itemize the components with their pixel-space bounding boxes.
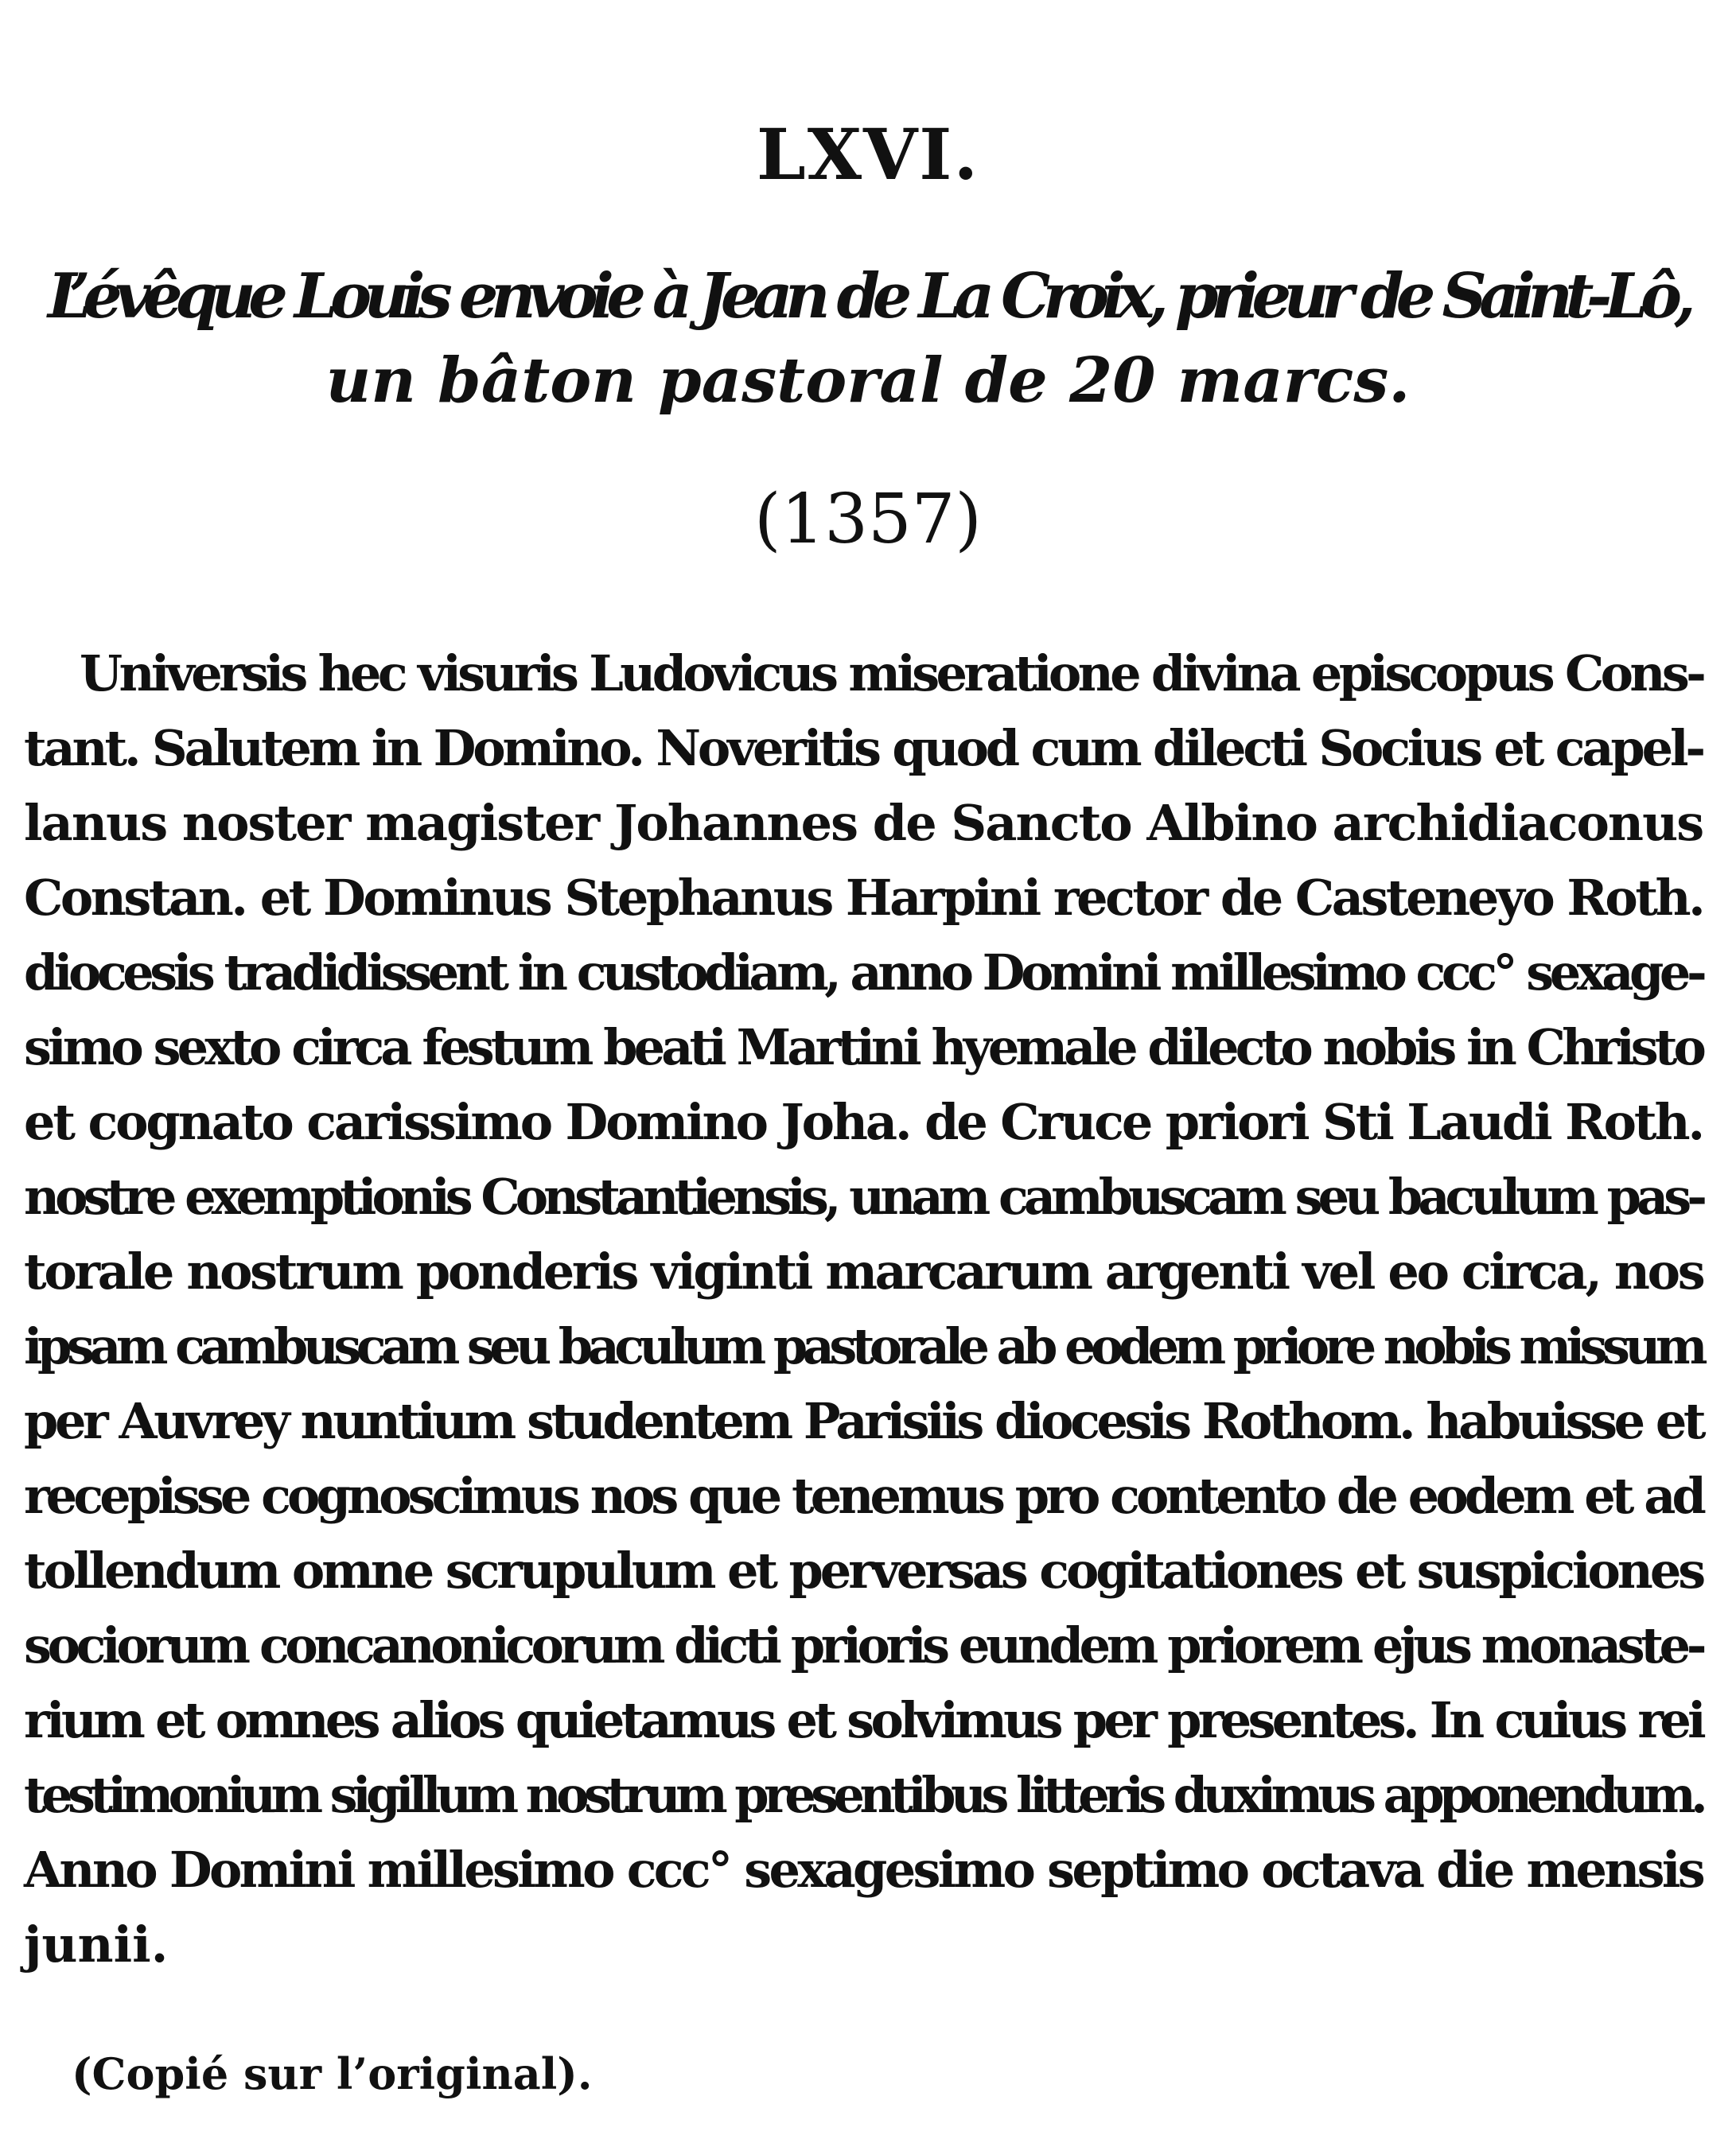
document-heading [48,255,1688,423]
body-line: nostre exemptionis Constantiensis, unam cambuscam seu baculum pas- [24,1168,1703,1226]
document-number: LXVI. [756,113,980,196]
body-line: torale nostrum ponderis viginti marcarum argenti vel eo circa, nos [24,1243,1703,1301]
body-line: Universis hec visuris Ludovicus miseratione divina episcopus Cons- [80,644,1703,702]
heading-line: L’évêque Louis envoie à Jean de La Croix, prieur de Saint-Lô, [48,260,1689,333]
body-line: et cognato carissimo Domino Joha. de Cruce priori Sti Laudi Roth. [24,1093,1703,1151]
body-line: sociorum concanonicorum dicti prioris eundem priorem ejus monaste- [24,1616,1703,1674]
body-line: lanus noster magister Johannes de Sancto Albino archidiaconus [24,794,1703,852]
body-line: rium et omnes alios quietamus et solvimus per presentes. In cuius rei [24,1691,1703,1749]
body-line: simo sexto circa festum beati Martini hyemale dilecto nobis in Christo [24,1018,1703,1076]
document-body [24,636,1703,1982]
body-line: Anno Domini millesimo ccc° sexagesimo septimo octava die mensis [24,1841,1703,1899]
document-year: (1357) [754,480,982,559]
body-line: Constan. et Dominus Stephanus Harpini rector de Casteneyo Roth. [24,869,1703,927]
body-line: junii. [24,1915,169,1974]
source-note: (Copié sur l’original). [72,2048,593,2099]
body-line: per Auvrey nuntium studentem Parisiis diocesis Rothom. habuisse et [24,1392,1703,1450]
heading-line: un bâton pastoral de 20 marcs. [325,344,1411,417]
body-line: ipsam cambuscam seu baculum pastorale ab eodem priore nobis missum [24,1317,1703,1375]
body-line: testimonium sigillum nostrum presentibus litteris duximus apponendum. [24,1766,1703,1824]
body-line: tant. Salutem in Domino. Noveritis quod cum dilecti Socius et capel- [24,719,1703,777]
body-line: tollendum omne scrupulum et perversas cogitationes et suspiciones [24,1542,1703,1600]
body-line: recepisse cognoscimus nos que tenemus pro contento de eodem et ad [24,1467,1703,1525]
body-line: diocesis tradidissent in custodiam, anno Domini millesimo ccc° sexage- [24,943,1703,1001]
